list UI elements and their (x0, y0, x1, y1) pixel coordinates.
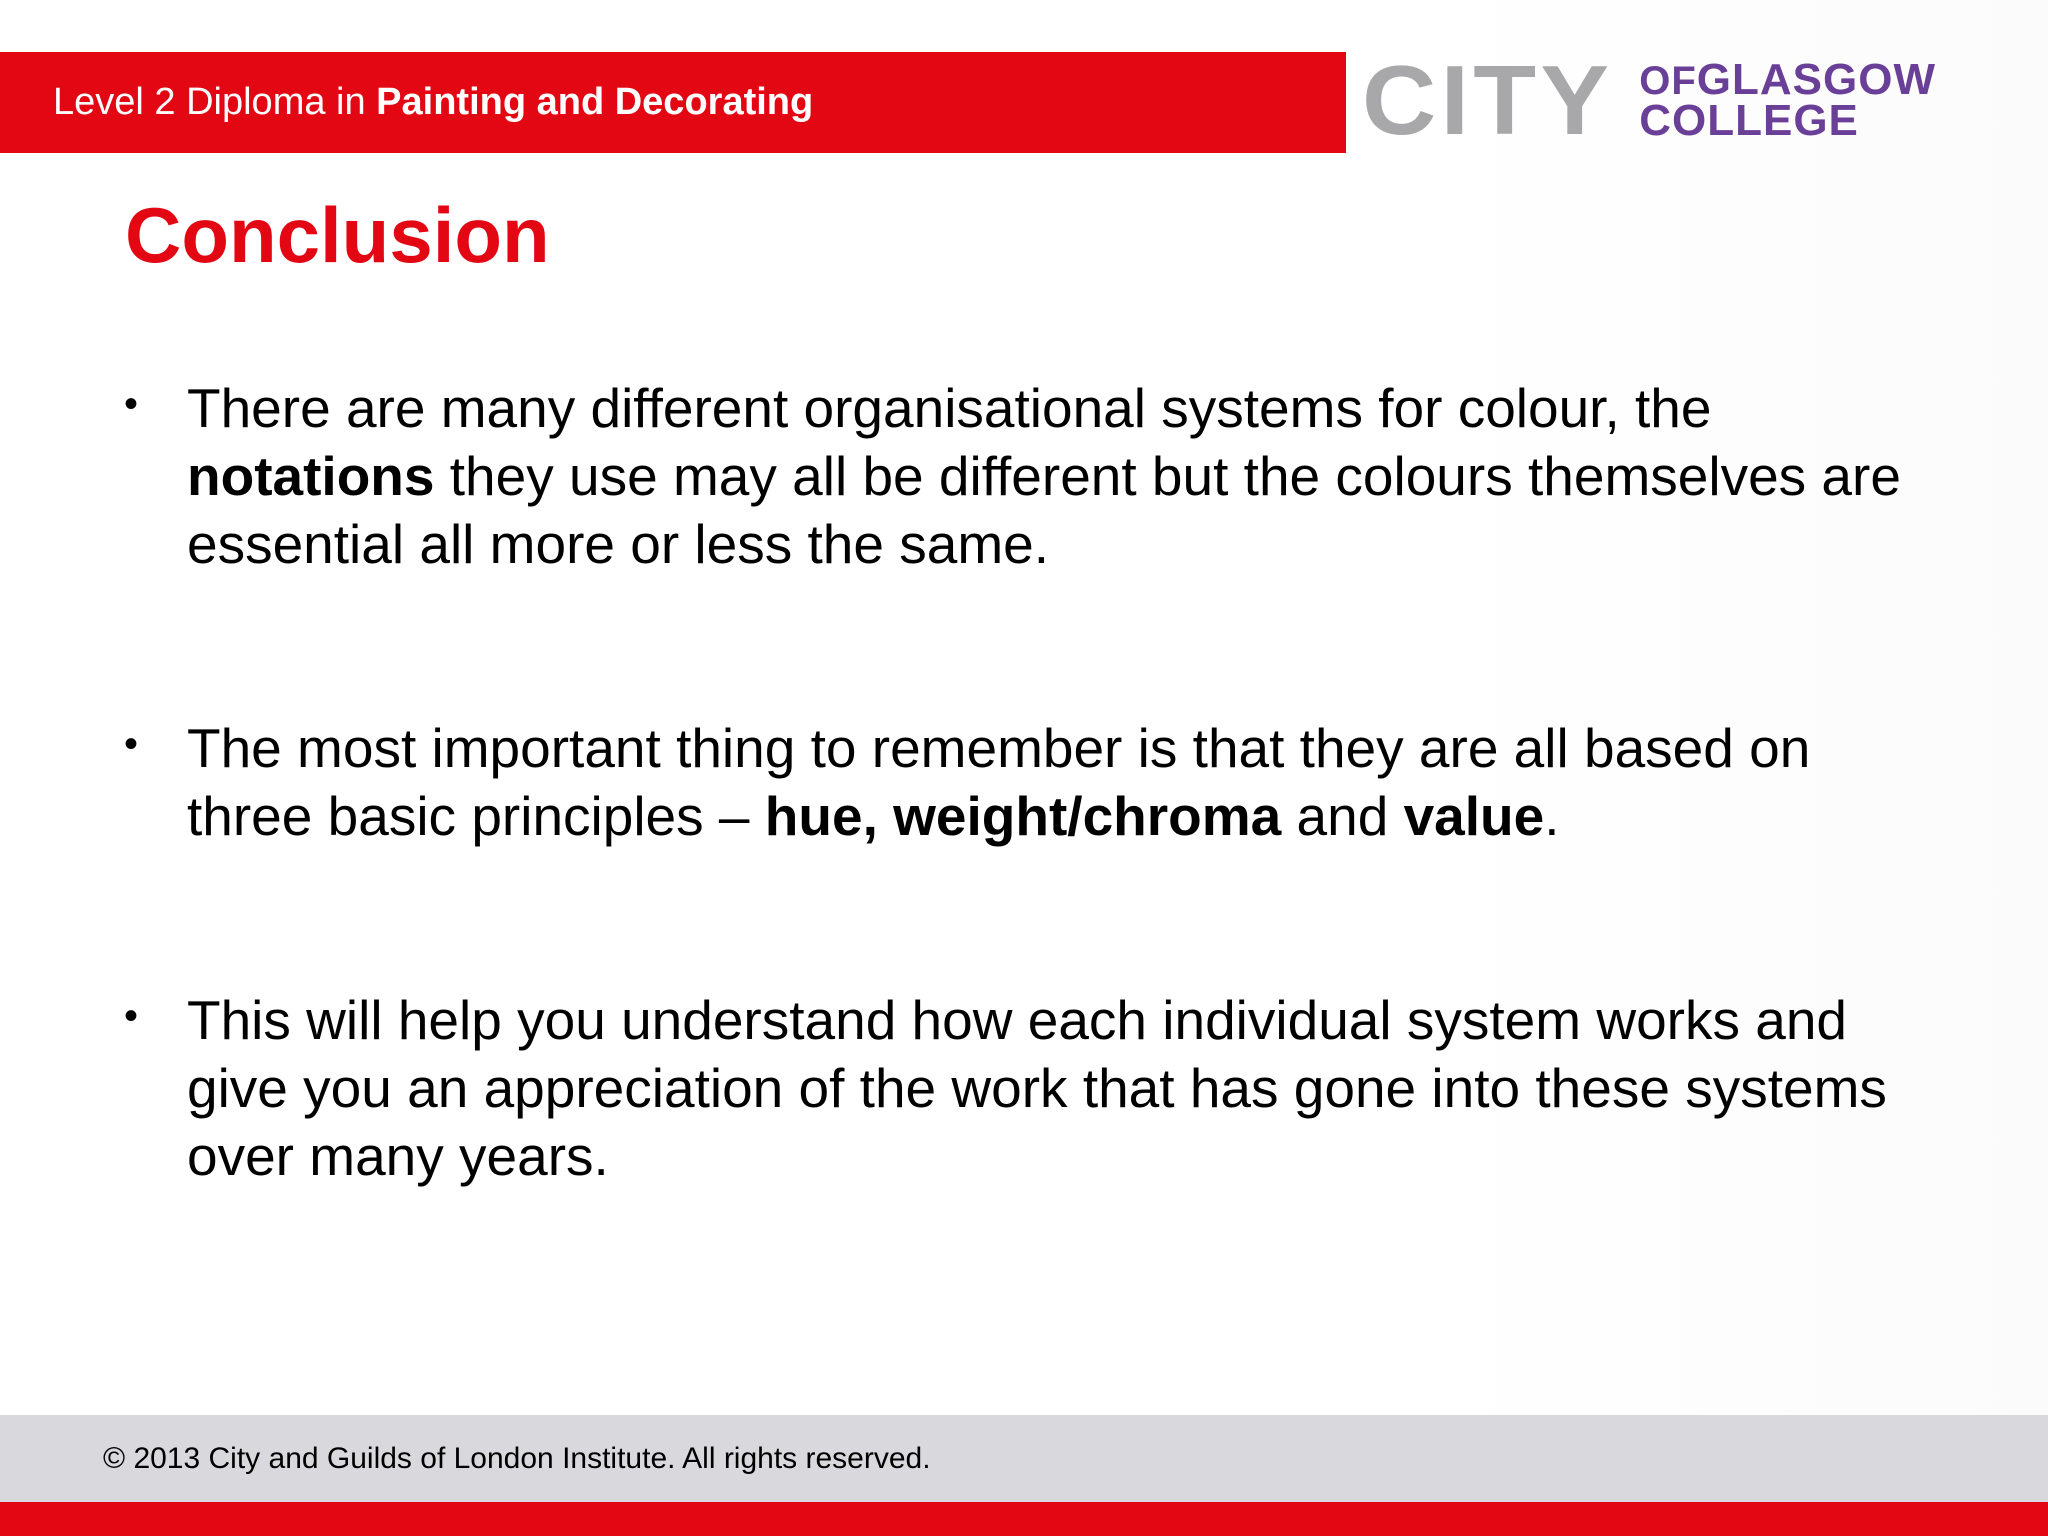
bullet-text: There are many different organisational systems for colour, the (187, 377, 1712, 439)
bullet-text: . (1544, 785, 1560, 847)
bullet-text: and (1281, 785, 1404, 847)
bullet-bold-text: value (1403, 785, 1545, 847)
bullet-bold-text: hue, weight/chroma (764, 785, 1282, 847)
copyright-notice: © 2013 City and Guilds of London Institute. All rights reserved. (103, 1441, 931, 1475)
bullet-item (120, 986, 1940, 1190)
logo-of: OF (1639, 58, 1697, 103)
course-prefix: Level 2 Diploma in (53, 81, 377, 123)
college-logo (1362, 45, 1936, 155)
bottom-red-strip (0, 1502, 2048, 1536)
header-bar (0, 52, 1346, 153)
bullet-list (120, 374, 1940, 1190)
bullet-item (120, 374, 1940, 578)
bullet-item (120, 714, 1940, 850)
course-title (53, 81, 813, 124)
bullet-bold-text: notations (187, 445, 435, 507)
slide-title: Conclusion (125, 191, 550, 279)
logo-line-2: COLLEGE (1639, 95, 1859, 145)
bullet-text: The most important thing to remember is that they are all based on three basic principles – (187, 717, 1811, 847)
bullet-text: they use may all be different but the colours themselves are essential all more or less the same. (187, 445, 1901, 575)
bullet-text: This will help you understand how each individual system works and give you an appreciation of the work that has gone into these systems over many years. (187, 989, 1887, 1187)
logo-glasgow: GLASGOW (1696, 54, 1936, 104)
footer-band (0, 1415, 2048, 1502)
logo-right-text (1639, 54, 1936, 145)
course-name: Painting and Decorating (376, 81, 814, 123)
logo-line-1 (1639, 54, 1936, 104)
logo-city-word: CITY (1362, 45, 1614, 155)
